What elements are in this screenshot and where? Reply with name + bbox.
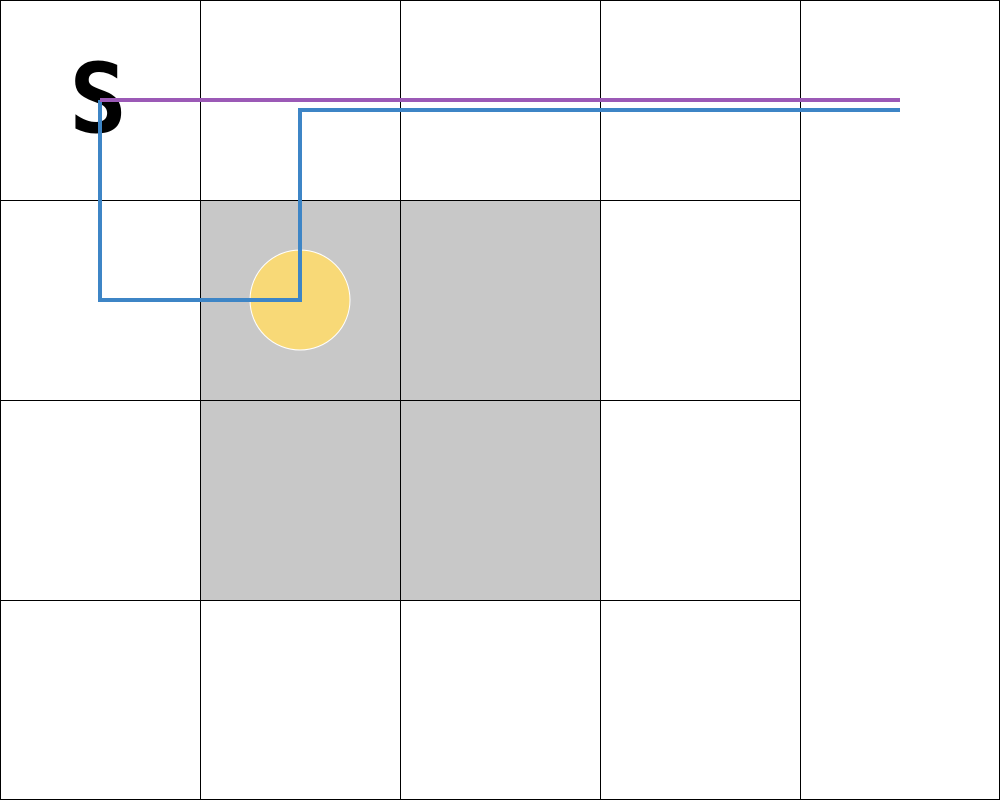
shaded-cell[interactable] xyxy=(400,200,600,400)
shaded-cell[interactable] xyxy=(200,400,400,600)
start-label: S xyxy=(69,43,127,155)
shaded-cell[interactable] xyxy=(400,400,600,600)
